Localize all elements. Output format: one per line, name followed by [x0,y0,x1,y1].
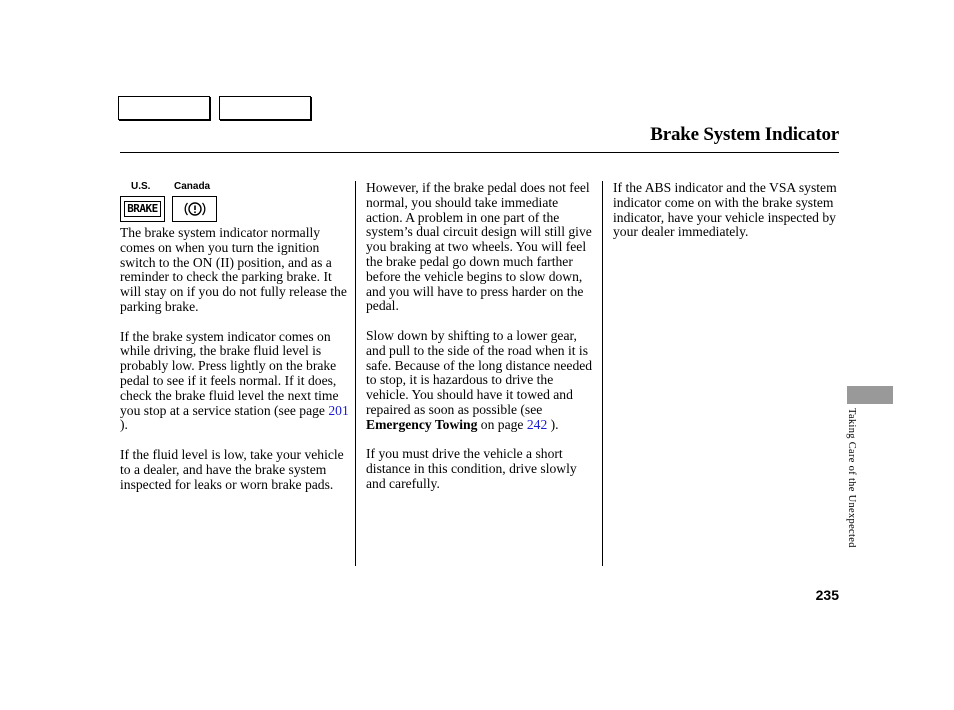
paragraph: If the ABS indicator and the VSA system indicator come on with the brake system indicator, have your vehicle inspected by your dealer immediately. [613,180,837,240]
canada-label: Canada [174,181,211,192]
column-2 [366,181,596,507]
section-label: Taking Care of the Unexpected [846,408,857,548]
page-link-242[interactable]: 242 [526,416,548,432]
emergency-towing-reference: Emergency Towing [366,416,478,432]
paragraph: However, if the brake pedal does not feel normal, you should take immediate action. A problem in one part of the system’s dual circuit design will still give you braking at two wheels. You will feel the brake pedal go down much farther before the vehicle begins to slow down, and you will have to press harder on the pedal. [366,180,592,314]
paragraph [366,329,596,433]
brake-text-icon: BRAKE [124,201,161,217]
section-tab [847,386,893,404]
us-label: U.S. [131,181,151,192]
page-number: 235 [815,587,839,603]
next-page-button[interactable] [219,96,311,120]
column-divider [602,181,603,566]
brake-indicator-us [120,196,165,222]
brake-indicator-canada [172,196,217,222]
paragraph-text: If the brake system indicator comes on while driving, the brake fluid level is probably low. Press lightly on the brake pedal to see if it feels normal. If it does, check the brake fluid level the next time you stop at a service station (see page [120,328,339,418]
header-divider [120,152,839,153]
column-1 [120,226,350,507]
brake-warning-circle-icon [181,199,209,219]
paragraph: The brake system indicator normally comes on when you turn the ignition switch to the ON (II) position, and as a reminder to check the parking brake. It will stay on if you do not fully release the parking brake. [120,225,347,314]
paragraph-text: on page [477,416,527,432]
column-3 [613,181,838,255]
previous-page-button[interactable] [118,96,210,120]
paragraph-text: ). [547,416,559,432]
paragraph: If you must drive the vehicle a short distance in this condition, drive slowly and carefully. [366,446,577,491]
column-divider [355,181,356,566]
page-title: Brake System Indicator [650,124,839,145]
paragraph-text: Slow down by shifting to a lower gear, and pull to the side of the road when it is safe. Because of the long distance needed to stop, it is hazardous to drive the vehicle. You should have it towed and repaired as soon as possible (see [366,327,593,417]
paragraph: If the fluid level is low, take your vehicle to a dealer, and have the brake system inspected for leaks or worn brake pads. [120,446,344,492]
page-link-201[interactable]: 201 [328,402,349,418]
paragraph-text: ). [120,417,128,433]
paragraph [120,330,350,434]
